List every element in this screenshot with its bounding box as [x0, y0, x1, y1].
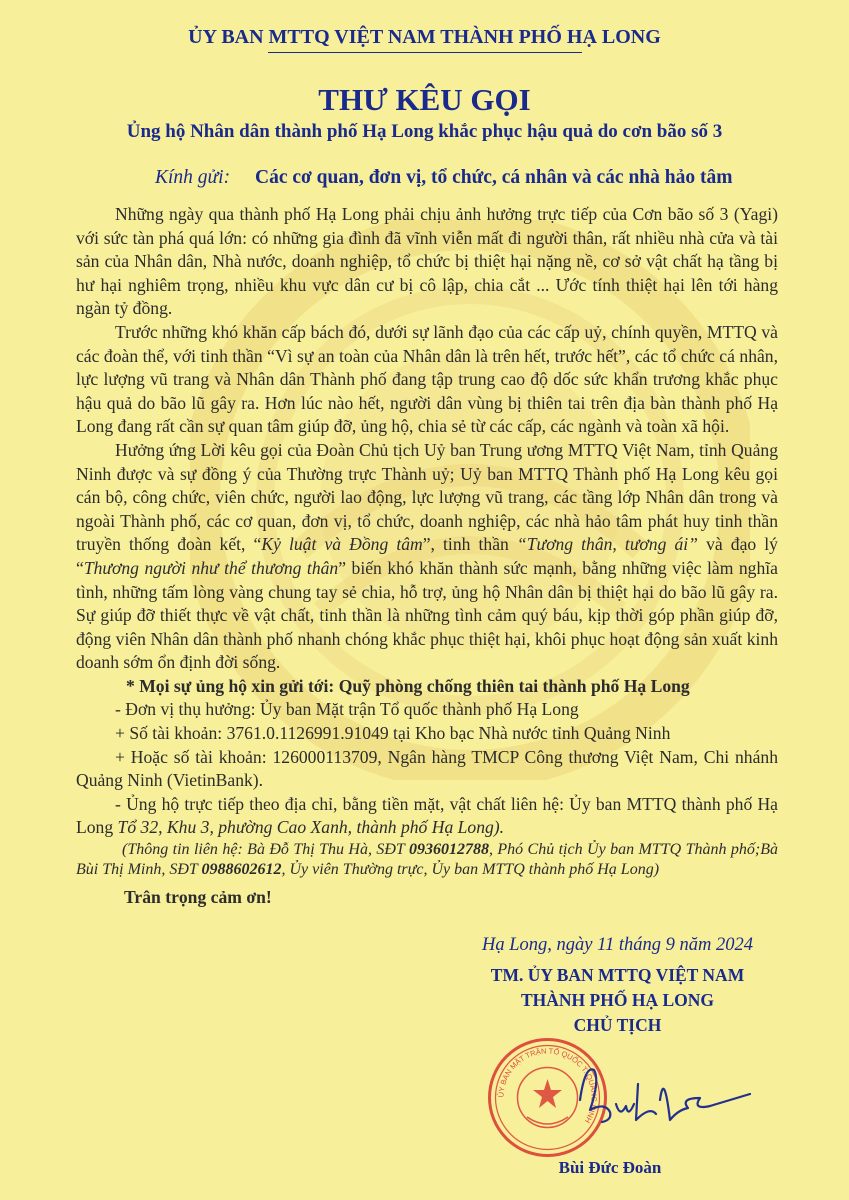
contact-text-b: , Phó Chủ tịch Ủy ban MTTQ Thành phố;Bà Bùi Thị Minh, SĐT: [76, 841, 778, 879]
greeting-recipients: Các cơ quan, đơn vị, tổ chức, cá nhân và các nhà hảo tâm: [254, 167, 733, 188]
letter-title: THƯ KÊU GỌI: [318, 82, 531, 117]
letter-body: [76, 203, 778, 910]
letter-subtitle: Ủng hộ Nhân dân thành phố Hạ Long khắc phục hậu quả do cơn bão số 3: [126, 121, 723, 142]
paragraph-3-part-a: Hưởng ứng Lời kêu gọi của Đoàn Chủ tịch Uỷ ban Trung ương MTTQ Việt Nam, tỉnh Quảng Ninh được và sự đồng ý của Thường trực Thành uỷ; Uỷ ban MTTQ Thành phố Hạ Long kêu gọi cán bộ, công chức, viên chức, người lao động, lực lượng vũ trang, các tầng lớp Nhân dân trong và ngoài Thành phố, các cơ quan, đơn vị, tổ chức, doanh nghiệp, các nhà hảo tâm phát huy tinh thần truyền thống đoàn kết, “: [76, 439, 778, 555]
direct-donation-text: - Ủng hộ trực tiếp theo địa chỉ, bằng tiền mặt, vật chất liên hệ: Ủy ban MTTQ thành phố Hạ Long: [76, 793, 778, 838]
paragraph-2: Trước những khó khăn cấp bách đó, dưới sự lãnh đạo của các cấp uỷ, chính quyền, MTTQ và các đoàn thể, với tinh thần “Vì sự an toàn của Nhân dân là trên hết, trước hết”, các tổ chức cá nhân, lực lượng vũ trang và Nhân dân Thành phố đang tập trung cao độ dốc sức khẩn trương khắc phục hậu quả do bão lũ gây ra. Hơn lúc nào hết, người dân vùng bị thiên tai trên địa bàn thành phố Hạ Long đang rất cần sự quan tâm giúp đỡ, ủng hộ, chia sẻ từ các cấp, các ngành và toàn xã hội.: [76, 321, 778, 437]
beneficiary-line: - Đơn vị thụ hưởng: Ủy ban Mặt trận Tổ quốc thành phố Hạ Long: [115, 699, 579, 720]
signing-date: Hạ Long, ngày 11 tháng 9 năm 2024: [482, 935, 753, 955]
paragraph-3-part-b: ”, tinh thần: [422, 534, 517, 555]
contact-text-a: (Thông tin liên hệ: Bà Đỗ Thị Thu Hà, SĐT: [122, 841, 409, 859]
quote-discipline: Kỷ luật và Đồng tâm: [261, 534, 423, 555]
paragraph-1: Những ngày qua thành phố Hạ Long phải chịu ảnh hưởng trực tiếp của Cơn bão số 3 (Yagi) với sức tàn phá quá lớn: có những gia đình đã vĩnh viễn mất đi người thân, rất nhiều nhà cửa và tài sản của Nhân dân, Nhà nước, doanh nghiệp, tổ chức bị thiệt hại nặng nề, cơ sở vật chất hạ tầng bị hư hại nghiêm trọng, nhiều khu vực dân cư bị cô lập, chia cắt ... Ước tính thiệt hại lên tới hàng ngàn tỷ đồng.: [76, 204, 778, 319]
account-vietinbank: + Hoặc số tài khoản: 126000113709, Ngân hàng TMCP Công thương Việt Nam, Chi nhánh Quảng Ninh (VietinBank).: [76, 746, 778, 791]
signatory-role: CHỦ TỊCH: [573, 1015, 662, 1035]
paragraph-3-part-c: và đạo lý “: [76, 534, 778, 578]
contact-phone-2: 0988602612: [201, 861, 282, 879]
header-underline: [268, 52, 582, 53]
signatory-org-line-1: TM. ỦY BAN MTTQ VIỆT NAM: [490, 965, 745, 985]
greeting: [155, 167, 733, 189]
signatory-name: Bùi Đức Đoàn: [558, 1158, 662, 1177]
organization-header: ỦY BAN MTTQ VIỆT NAM THÀNH PHỐ HẠ LONG: [188, 26, 661, 48]
direct-donation-address: Tổ 32, Khu 3, phường Cao Xanh, thành phố Hạ Long).: [117, 817, 505, 838]
svg-text:ỦY BAN MẶT TRẬN TỔ QUỐC T. QUẢ: ỦY BAN MẶT TRẬN TỔ QUỐC T. QUẢNG NINH: [496, 1046, 599, 1125]
quote-compassion: Thương người như thể thương thân: [83, 557, 339, 578]
quote-mutual-love: “Tương thân, tương ái”: [516, 534, 698, 555]
signatory-org-line-2: THÀNH PHỐ HẠ LONG: [521, 990, 714, 1010]
handwritten-signature: [560, 1040, 760, 1150]
contact-text-c: , Ủy viên Thường trực, Ủy ban MTTQ thành phố Hạ Long): [281, 861, 660, 879]
account-treasury: + Số tài khoản: 3761.0.1126991.91049 tại Kho bạc Nhà nước tỉnh Quảng Ninh: [115, 723, 671, 744]
contact-phone-1: 0936012788: [408, 841, 489, 859]
closing-thanks: Trân trọng cảm ơn!: [124, 887, 272, 908]
greeting-label: Kính gửi:: [155, 167, 231, 188]
donation-heading: * Mọi sự ủng hộ xin gửi tới: Quỹ phòng chống thiên tai thành phố Hạ Long: [126, 675, 690, 696]
paragraph-3-part-d: ” biến khó khăn thành sức mạnh, bằng những việc làm nghĩa tình, những tấm lòng vàng chung tay sẻ chia, hỗ trợ, ủng hộ Nhân dân bị thiệt hại do bão lũ gây ra. Sự giúp đỡ thiết thực về vật chất, tinh thần là những tình cảm quý báu, kịp thời góp phần giúp đỡ, động viên Nhân dân thành phố nhanh chóng khắc phục thiệt hại, khôi phục hoạt động sản xuất kinh doanh sớm ổn định đời sống.: [76, 557, 778, 673]
direct-donation: [76, 793, 778, 840]
paragraph-3: [76, 439, 778, 675]
contact-info: [76, 840, 778, 880]
